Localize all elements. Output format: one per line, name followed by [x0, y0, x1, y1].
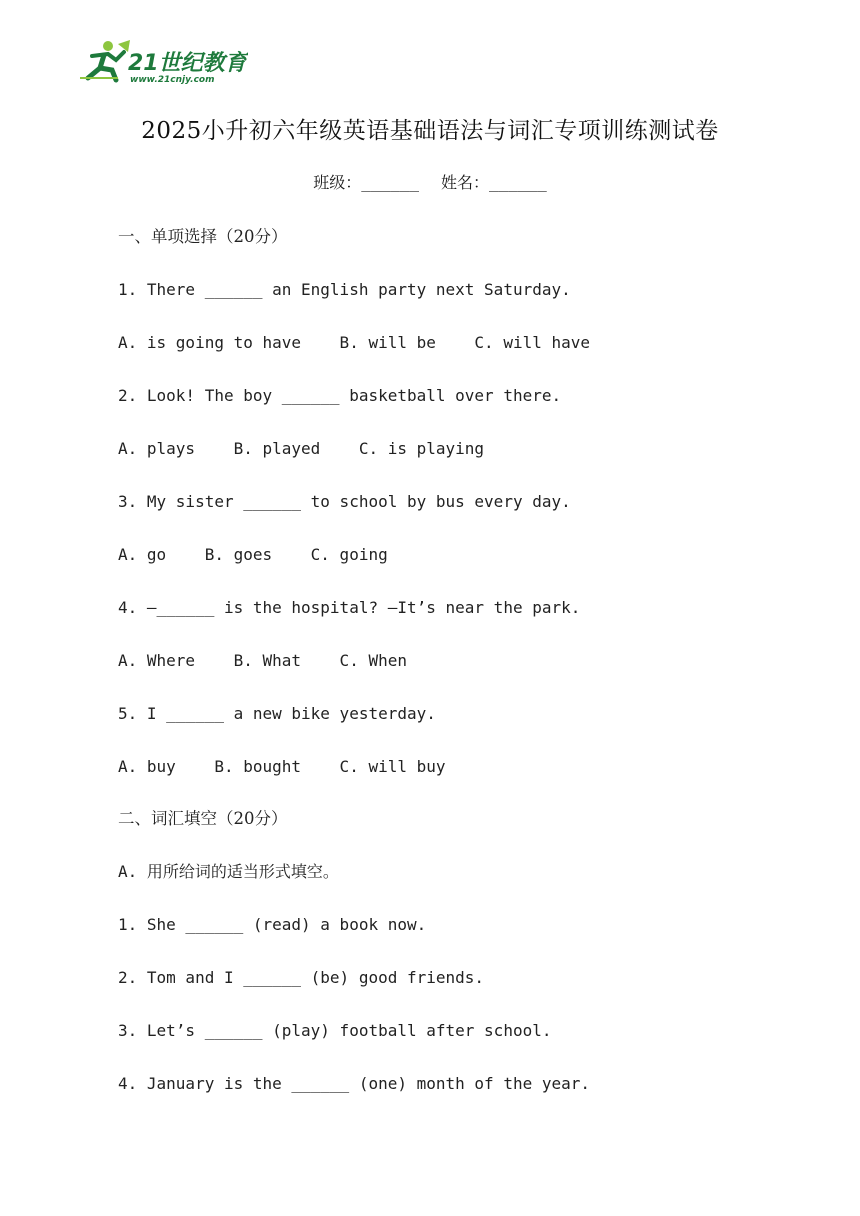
logo-subtext: www.21cnjy.com: [130, 75, 215, 85]
fill-in-item: 2. Tom and I ______ (be) good friends.: [118, 968, 485, 987]
site-logo: [78, 38, 248, 86]
page-title: 2025小升初六年级英语基础语法与词汇专项训练测试卷: [141, 118, 719, 144]
answer-options: A. plays B. played C. is playing: [118, 439, 485, 458]
name-field: 姓名：______: [441, 173, 547, 192]
fill-in-item: 1. She ______ (read) a book now.: [118, 915, 427, 934]
answer-options: A. buy B. bought C. will buy: [118, 757, 446, 776]
question: 3. My sister ______ to school by bus every day.: [118, 492, 571, 511]
question: 4. —______ is the hospital? —It’s near the park.: [118, 598, 581, 617]
logo-graphic: [78, 38, 248, 86]
fill-in-item: 3. Let’s ______ (play) football after school.: [118, 1021, 552, 1040]
answer-options: A. Where B. What C. When: [118, 651, 407, 670]
class-field: 班级：______: [313, 173, 419, 192]
answer-options: A. is going to have B. will be C. will have: [118, 333, 591, 352]
question: 2. Look! The boy ______ basketball over there.: [118, 386, 562, 405]
question: 5. I ______ a new bike yesterday.: [118, 704, 436, 723]
logo-text: 21世纪教育: [128, 51, 247, 76]
fill-in-item: 4. January is the ______ (one) month of the year.: [118, 1074, 591, 1093]
section-heading: 一、单项选择（20分）: [118, 227, 288, 246]
section-heading: 二、词汇填空（20分）: [118, 809, 288, 828]
answer-options: A. go B. goes C. going: [118, 545, 388, 564]
instruction: A. 用所给词的适当形式填空。: [118, 862, 339, 881]
question: 1. There ______ an English party next Saturday.: [118, 280, 571, 299]
student-info: [0, 170, 860, 193]
